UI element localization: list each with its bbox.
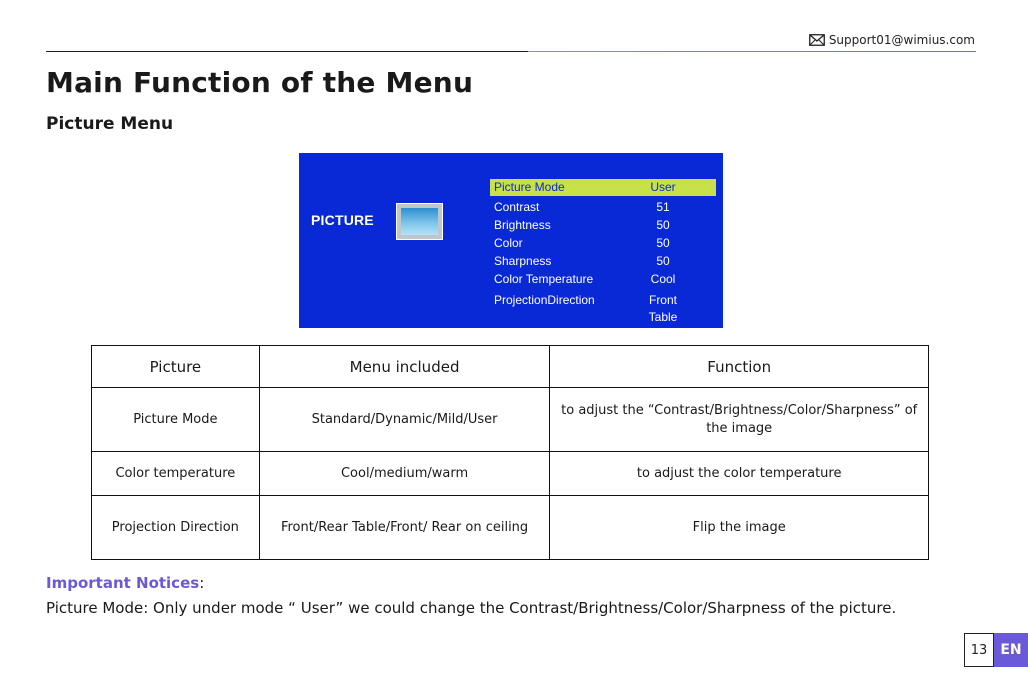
table-row [92, 388, 929, 452]
table-cell: to adjust the color temperature [550, 452, 929, 496]
table-header-row [92, 346, 929, 388]
osd-screenshot [299, 153, 723, 328]
osd-item-value: 51 [656, 200, 670, 214]
language-badge: EN [994, 633, 1028, 667]
osd-item-value: Front Table [648, 293, 678, 324]
osd-item-picture-mode [490, 179, 716, 196]
notice-heading [46, 574, 204, 592]
column-header: Function [550, 346, 929, 388]
osd-menu-label: PICTURE [311, 212, 374, 228]
page-number: 13 [964, 633, 994, 667]
page-title: Main Function of the Menu [46, 66, 474, 99]
notice-text: Picture Mode: Only under mode “ User” we could change the Contrast/Brightness/Color/Sharpness of the picture. [46, 599, 897, 617]
header-rule-accent [528, 51, 976, 52]
osd-item-sharpness [490, 253, 716, 271]
osd-item-name: ProjectionDirection [494, 293, 595, 307]
osd-item-value: 50 [656, 218, 670, 232]
osd-item-name: Sharpness [494, 254, 552, 268]
table-cell: Front/Rear Table/Front/ Rear on ceiling [259, 496, 550, 560]
osd-item-contrast [490, 199, 716, 217]
column-header: Picture [92, 346, 260, 388]
osd-item-value: 50 [656, 236, 670, 250]
mail-icon [809, 34, 825, 46]
osd-item-name: Picture Mode [494, 180, 565, 194]
osd-item-projection-direction [490, 292, 716, 324]
osd-item-name: Brightness [494, 218, 551, 232]
notice-colon: : [199, 574, 205, 592]
support-email[interactable] [809, 33, 975, 47]
support-email-text: Support01@wimius.com [828, 33, 975, 47]
table-cell: Standard/Dynamic/Mild/User [259, 388, 550, 452]
osd-item-value: 50 [656, 254, 670, 268]
osd-menu-list [490, 179, 716, 324]
function-table [91, 345, 929, 560]
table-row [92, 452, 929, 496]
osd-item-color [490, 235, 716, 253]
osd-item-name: Color Temperature [494, 272, 594, 286]
table-cell: Flip the image [550, 496, 929, 560]
table-cell: Cool/medium/warm [259, 452, 550, 496]
osd-item-brightness [490, 217, 716, 235]
osd-item-value: Cool [650, 272, 676, 286]
table-row [92, 496, 929, 560]
table-cell: to adjust the “Contrast/Brightness/Color/Sharpness” of the image [550, 388, 929, 452]
table-cell: Projection Direction [92, 496, 260, 560]
section-title: Picture Menu [46, 114, 174, 134]
table-cell: Picture Mode [92, 388, 260, 452]
osd-item-name: Contrast [494, 200, 540, 214]
osd-item-value: User [650, 180, 676, 194]
table-cell: Color temperature [92, 452, 260, 496]
osd-item-color-temperature [490, 271, 716, 289]
column-header: Menu included [259, 346, 550, 388]
osd-item-name: Color [494, 236, 523, 250]
notice-title: Important Notices [46, 574, 200, 592]
tv-picture-icon [396, 203, 443, 240]
